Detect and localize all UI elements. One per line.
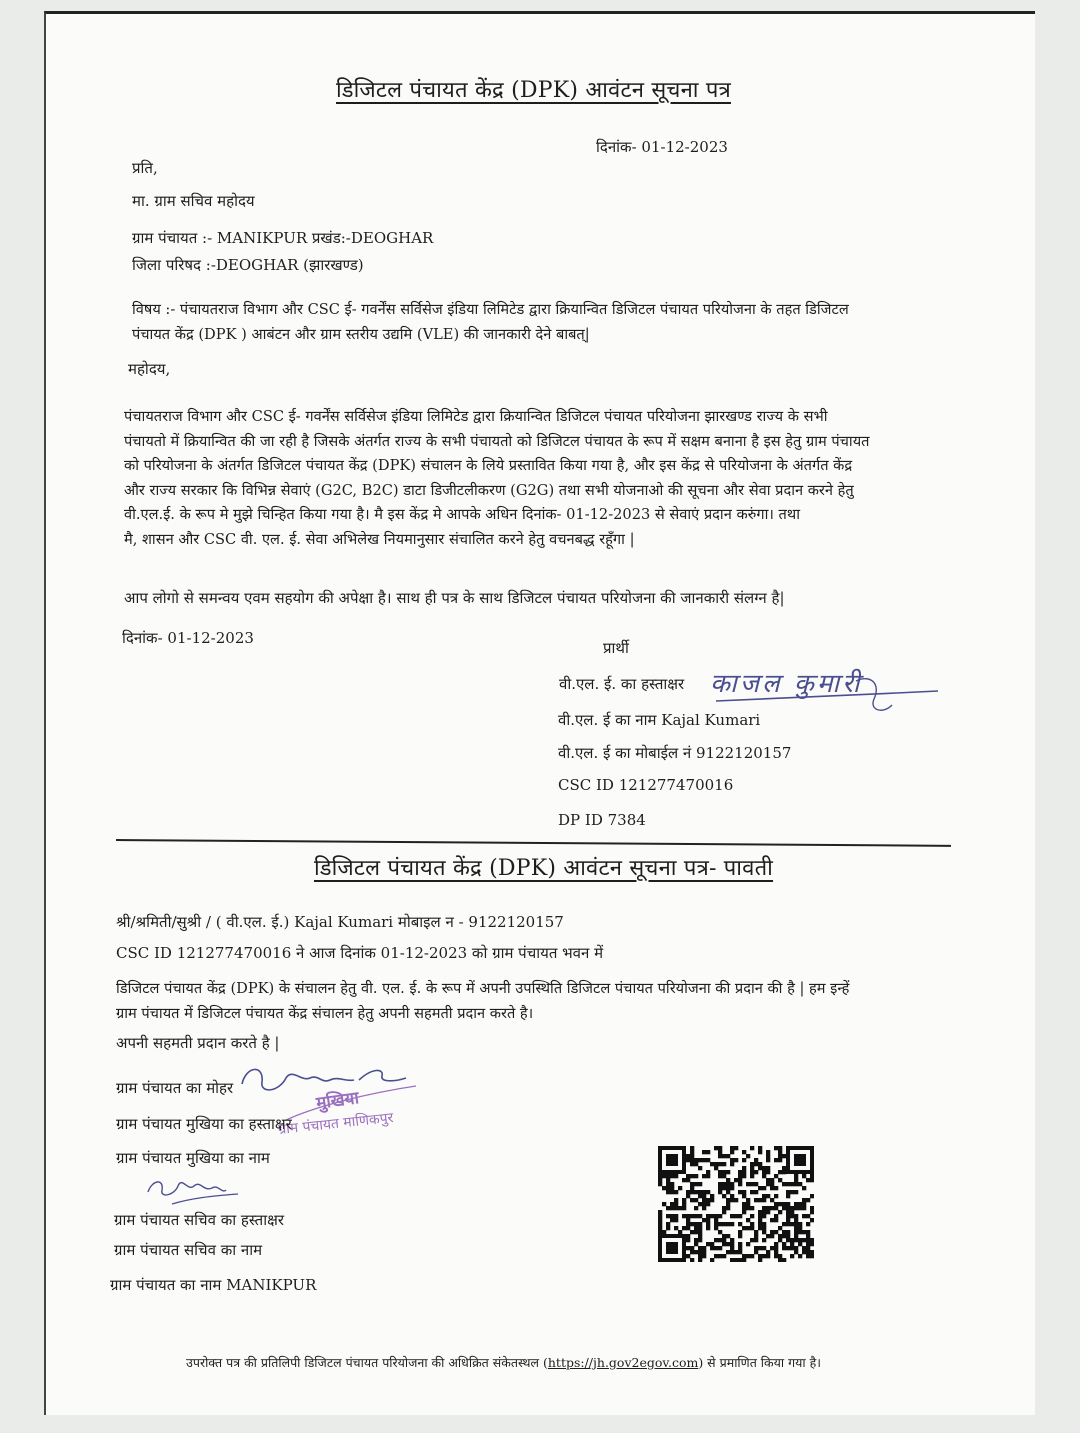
body-line: पंचायतो में क्रियान्वित की जा रही है जिसके अंतर्गत राज्य के सभी पंचायतो को डिजिटल पंचायत के रूप में सक्षम बनाना है इस हेतु ग्राम पंचायत (124, 432, 870, 450)
notice-title: डिजिटल पंचायत केंद्र (DPK) आवंटन सूचना पत्र (336, 78, 731, 103)
seal-label: ग्राम पंचायत का मोहर (116, 1079, 234, 1097)
receipt-paragraph (116, 976, 996, 1026)
body-line: मै, शासन और CSC वी. एल. ई. सेवा अभिलेख नियमानुसार संचालित करने हेतु वचनबद्ध रहूँगा | (124, 530, 635, 548)
secretary-sign-label: ग्राम पंचायत सचिव का हस्ताक्षर (114, 1211, 284, 1229)
qr-code (658, 1146, 814, 1262)
date-bottom: दिनांक- 01-12-2023 (122, 629, 254, 647)
to-label: प्रति, (132, 159, 158, 177)
receipt-title: डिजिटल पंचायत केंद्र (DPK) आवंटन सूचना पत्र- पावती (314, 856, 774, 881)
body-line: और राज्य सरकार कि विभिन्न सेवाएं (G2C, B2C) डाटा डिजीटलीकरण (G2G) तथा सभी योजनाओ की सूचना और सेवा प्रदान करने हेतु (124, 481, 854, 499)
stamp-icon (282, 1080, 422, 1128)
vle-signature: काजल कुमारी (710, 669, 863, 699)
secretary-name-label: ग्राम पंचायत सचिव का नाम (114, 1241, 263, 1259)
panchayat-line: ग्राम पंचायत :- MANIKPUR प्रखंड:-DEOGHAR (132, 229, 434, 247)
footer-text-after: ) से प्रमाणित किया गया है। (698, 1355, 821, 1370)
secretary-signature (142, 1164, 252, 1210)
receipt-para-line: डिजिटल पंचायत केंद्र (DPK) के संचालन हेतु वी. एल. ई. के रूप में अपनी उपस्थिति डिजिटल पंचायत परियोजना की प्रदान की है | हम इन्हें (116, 980, 850, 997)
body-line: पंचायतराज विभाग और CSC ई- गवर्नेंस सर्विसेज इंडिया लिमिटेड द्वारा क्रियान्वित डिजिटल पंचायत परियोजना झारखण्ड राज्य के सभी (124, 408, 828, 425)
applicant-label: प्रार्थी (603, 639, 629, 657)
vle-name-line: वी.एल. ई का नाम Kajal Kumari (558, 711, 761, 729)
stamp-text-panchayat: ग्राम पंचायत माणिकपुर (277, 1110, 395, 1138)
receipt-line-1: श्री/श्रमिती/सुश्री / ( वी.एल. ई.) Kajal Kumari मोबाइल न - 9122120157 (116, 913, 564, 931)
dp-id-line: DP ID 7384 (558, 811, 646, 829)
csc-id-line: CSC ID 121277470016 (558, 776, 734, 794)
receipt-para-line: ग्राम पंचायत में डिजिटल पंचायत केंद्र संचालन हेतु अपनी सहमती प्रदान करते है। (116, 1005, 534, 1022)
panchayat-name-line: ग्राम पंचायत का नाम MANIKPUR (110, 1276, 317, 1294)
stamp-text-mukhiya: मुखिया (315, 1088, 361, 1114)
date-line: दिनांक- 01-12-2023 (596, 138, 728, 156)
footer-text-before: उपरोक्त पत्र की प्रतिलिपी डिजिटल पंचायत परियोजना की अधिक्रित संकेतस्थल ( (186, 1355, 548, 1370)
district-line: जिला परिषद :-DEOGHAR (झारखण्ड) (132, 256, 364, 274)
mukhiya-name-label: ग्राम पंचायत मुखिया का नाम (116, 1149, 270, 1167)
closing-line: आप लोगो से समन्वय एवम सहयोग की अपेक्षा है। साथ ही पत्र के साथ डिजिटल पंचायत परियोजना की जानकारी संलग्न है| (124, 589, 785, 607)
addressee: मा. ग्राम सचिव महोदय (132, 192, 255, 210)
vle-signature-label: वी.एल. ई. का हस्ताक्षर (559, 675, 685, 693)
mukhiya-sign-label: ग्राम पंचायत मुखिया का हस्ताक्षर (116, 1115, 292, 1133)
section-divider (116, 839, 951, 847)
consent-line: अपनी सहमती प्रदान करते है | (116, 1034, 280, 1052)
subject-line: विषय :- पंचायतराज विभाग और CSC ई- गवर्नेंस सर्विसेज इंडिया लिमिटेड द्वारा क्रियान्वित डिजिटल पंचायत परियोजना के तहत डिजिटल (132, 301, 849, 318)
subject (132, 297, 1002, 347)
salutation: महोदय, (128, 360, 171, 378)
body-paragraph (124, 405, 1004, 552)
document-page (44, 11, 1035, 1415)
body-line: वी.एल.ई. के रूप मे मुझे चिन्हित किया गया है। मै इस केंद्र मे आपके अधिन दिनांक- 01-12-2023 से सेवाएं प्रदान करुंगा। तथा (124, 506, 800, 523)
receipt-line-2: CSC ID 121277470016 ने आज दिनांक 01-12-2023 को ग्राम पंचायत भवन में (116, 944, 604, 962)
subject-line: पंचायत केंद्र (DPK ) आबंटन और ग्राम स्तरीय उद्यमि (VLE) की जानकारी देने बाबत्| (132, 326, 590, 343)
footer-note (186, 1354, 821, 1371)
vle-mobile-line: वी.एल. ई का मोबाईल नं 9122120157 (558, 744, 792, 762)
body-line: को परियोजना के अंतर्गत डिजिटल पंचायत केंद्र (DPK) संचालन के लिये प्रस्तावित किया गया है, और इस केंद्र से परियोजना के अंतर्गत केंद्र (124, 457, 853, 474)
footer-url-link[interactable]: https://jh.gov2egov.com (547, 1355, 699, 1370)
